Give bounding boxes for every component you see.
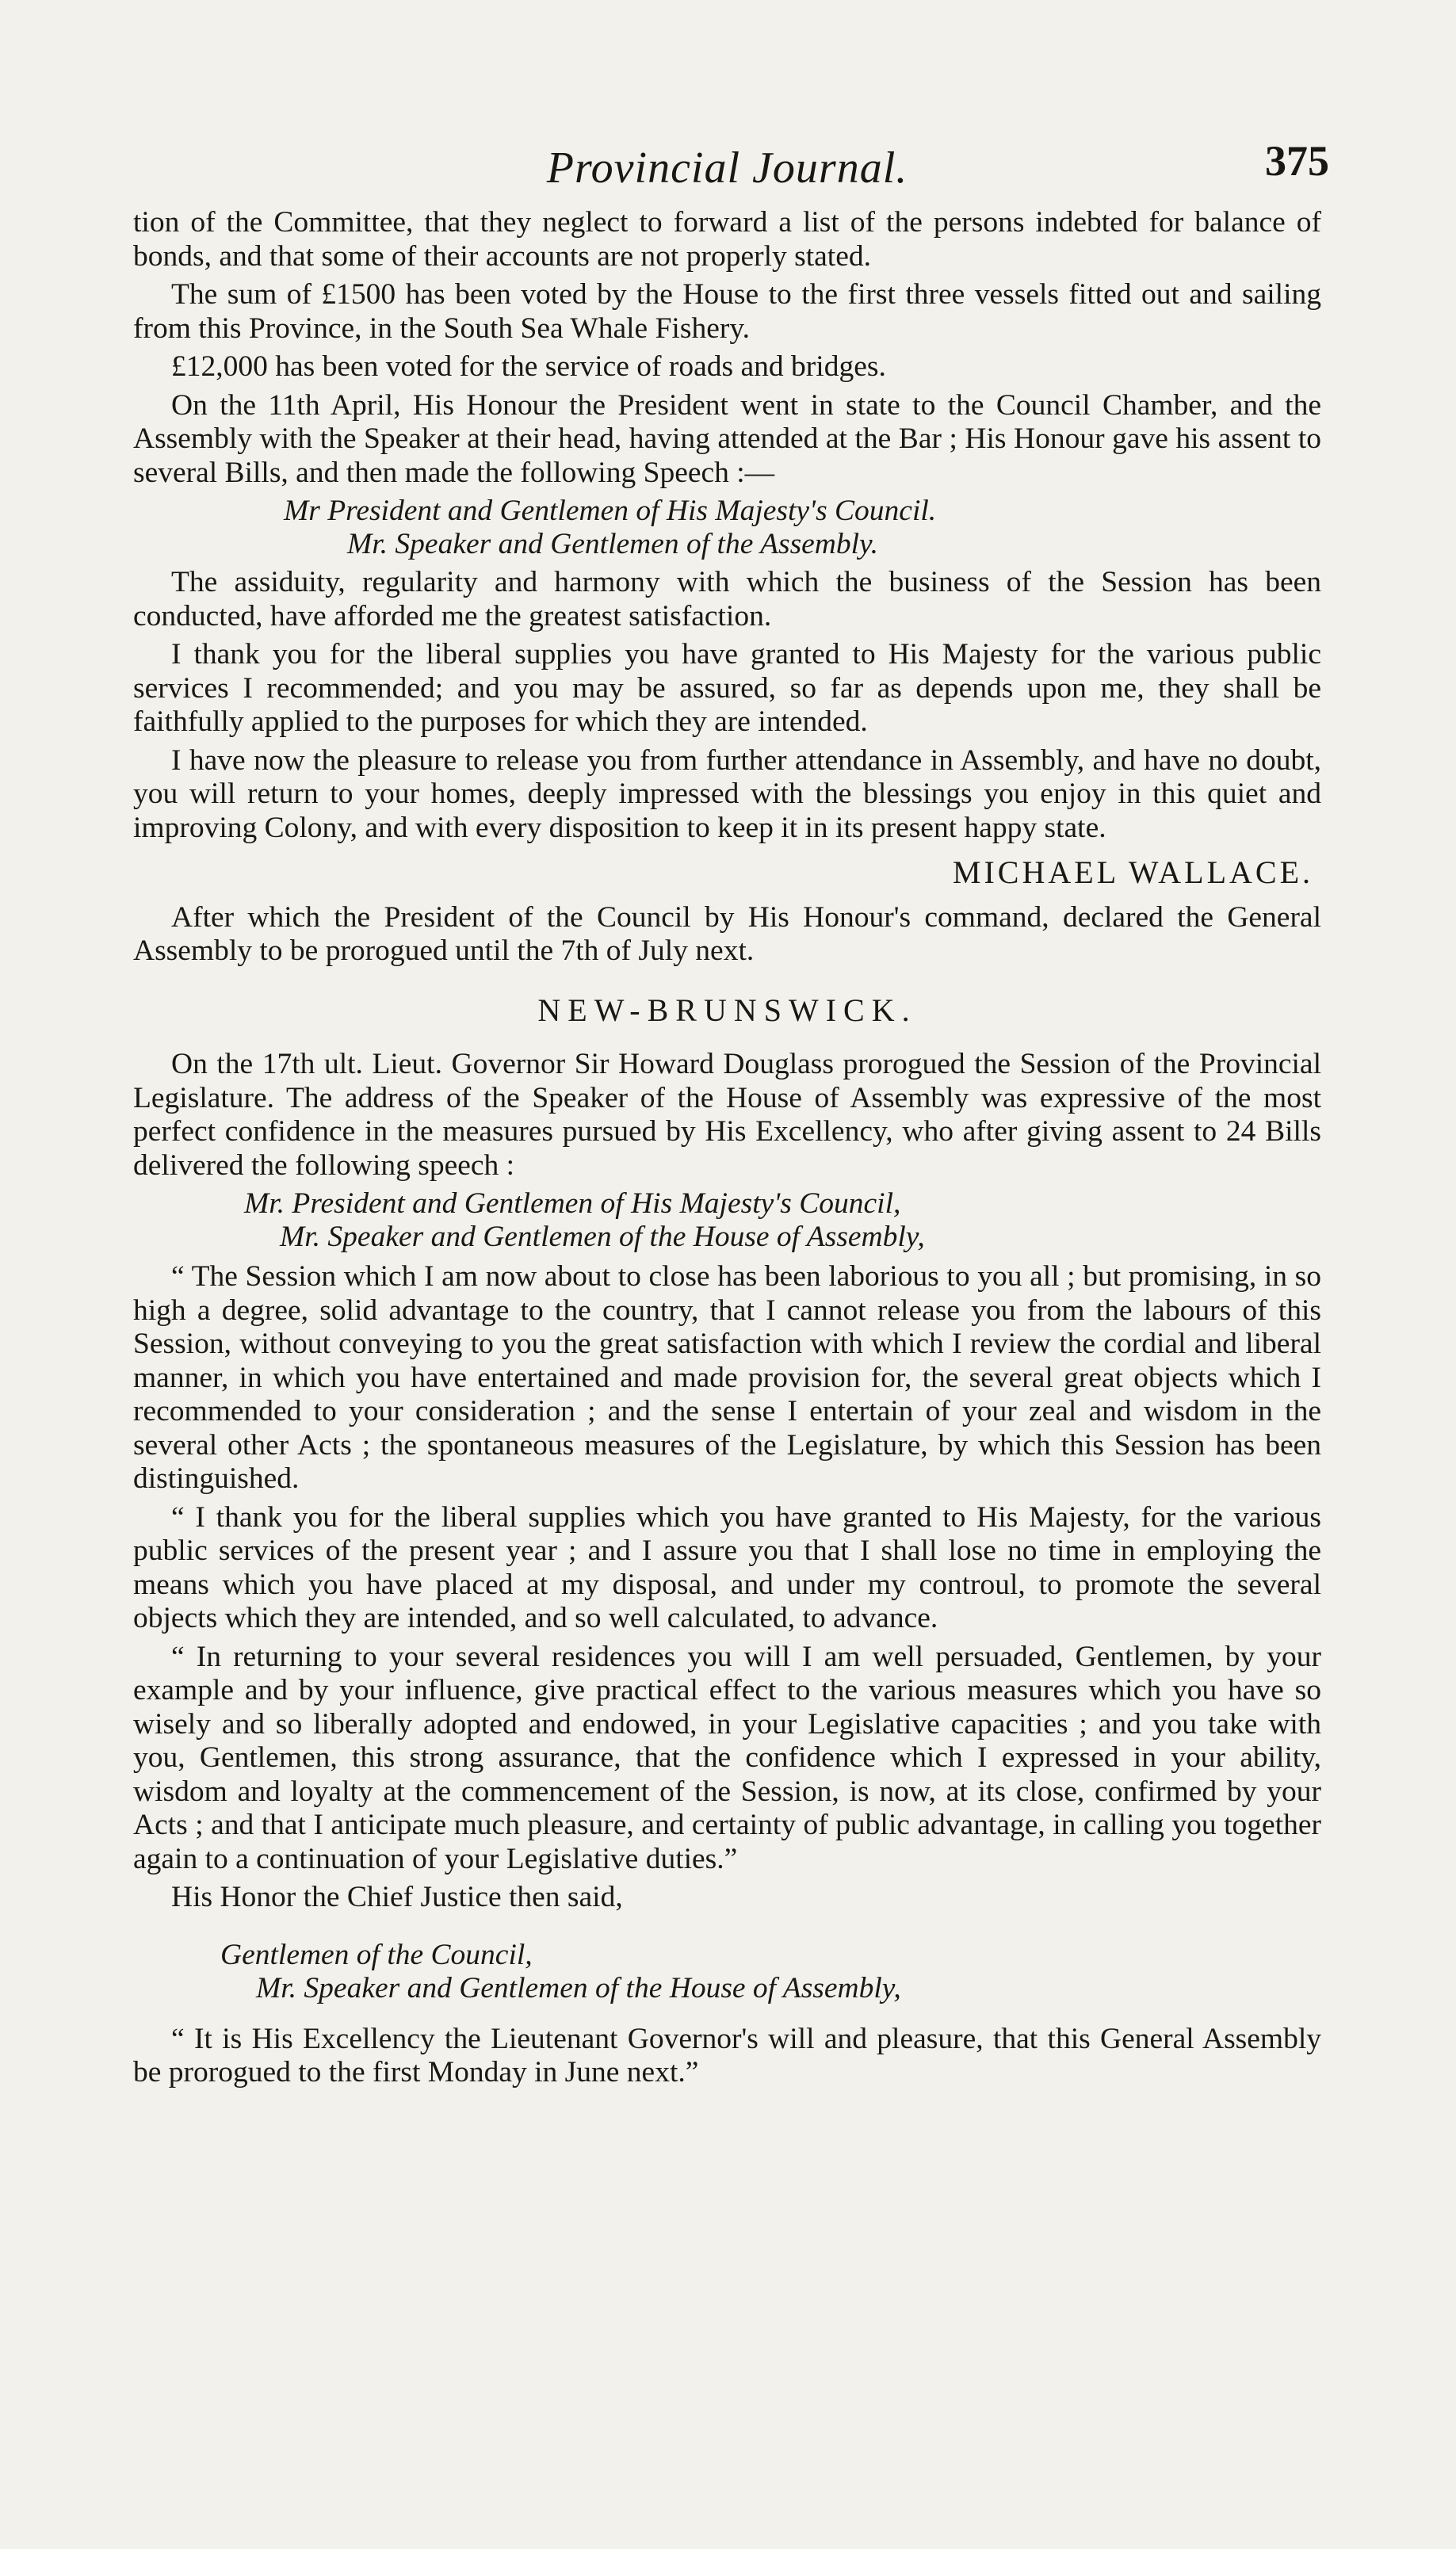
section-heading: NEW-BRUNSWICK. [537,992,917,1028]
page-number: 375 [1265,137,1329,185]
paragraph: “ It is His Excellency the Lieutenant Governor's will and pleasure, that this General Assembly be prorogued to the first Monday in June next.” [133,2022,1321,2088]
paragraph: tion of the Committee, that they neglect to forward a list of the persons indebted for balance of bonds, and that some of their accounts are not properly stated. [133,206,1321,273]
speech-paragraph: “ The Session which I am now about to close has been laborious to you all ; but promising, in so high a degree, solid advantage to the country, that I cannot release you from the labours of this Session, without conveying to you the great satisfaction with which I review the cordial and liberal manner, in which you have entertained and made provision for, the several great objects which I recommended to your consideration ; and the sense I entertain of your zeal and wisdom in the several other Acts ; the spontaneous measures of the Legislature, by which this Session has been distinguished. [133,1260,1321,1495]
salutation-line: Mr. President and Gentlemen of His Majesty's Council, [244,1187,901,1220]
speech-paragraph: “ In returning to your several residences you will I am well persuaded, Gentlemen, by your example and by your influence, give practical effect to the various measures which you have so wisely and so liberally adopted and endowed, in your Legislative capacities ; and you take with you, Gentlemen, this strong assurance, that the confidence which I expressed in your ability, wisdom and loyalty at the commencement of the Session, is now, at its close, confirmed by your Acts ; and that I anticipate much pleasure, and certainty of public advantage, in calling you together again to a continuation of your Legislative duties.” [133,1640,1321,1875]
speech-paragraph: “ I thank you for the liberal supplies which you have granted to His Majesty, for the various public services of the present year ; and I assure you that I shall lose no time in employing the means which you have placed at my disposal, and under my controul, to promote the several objects which they are intended, and so well calculated, to advance. [133,1500,1321,1634]
paragraph: On the 11th April, His Honour the President went in state to the Council Chamber, and the Assembly with the Speaker at their head, having attended at the Bar ; His Honour gave his assent to several Bills, and then made the following Speech :— [133,388,1321,489]
paragraph: The sum of £1500 has been voted by the House to the first three vessels fitted out and sailing from this Province, in the South Sea Whale Fishery. [133,278,1321,345]
paragraph: After which the President of the Council by His Honour's command, declared the General Assembly to be prorogued until the 7th of July next. [133,900,1321,967]
speech-paragraph: I thank you for the liberal supplies you have granted to His Majesty for the various public services I recommended; and you may be assured, so far as depends upon me, they shall be faithfully applied to the purposes for which they are intended. [133,638,1321,738]
salutation-line: Mr. Speaker and Gentlemen of the Assembly. [347,528,879,560]
paragraph: On the 17th ult. Lieut. Governor Sir Howard Douglass prorogued the Session of the Provincial Legislature. The address of the Speaker of the House of Assembly was expressive of the most perfect confidence in the measures pursued by His Excellency, who after giving assent to 24 Bills delivered the following speech : [133,1048,1321,1182]
salutation-line: Mr President and Gentlemen of His Majesty's Council. [284,495,937,527]
running-head [133,119,1329,206]
salutation-line: Mr. Speaker and Gentlemen of the House of Assembly, [280,1221,925,1253]
salutation-line: Gentlemen of the Council, [220,1938,533,1971]
speech-paragraph: The assiduity, regularity and harmony with which the business of the Session has been conducted, have afforded me the greatest satisfaction. [133,566,1321,632]
paragraph: £12,000 has been voted for the service of roads and bridges. [171,350,886,383]
running-title: Provincial Journal. [546,143,908,193]
speech-paragraph: I have now the pleasure to release you from further attendance in Assembly, and have no doubt, you will return to your homes, deeply impressed with the blessings you enjoy in this quiet and improving Colony, and with every disposition to keep it in its present happy state. [133,743,1321,844]
salutation-line: Mr. Speaker and Gentlemen of the House of Assembly, [256,1971,901,2004]
signature: MICHAEL WALLACE. [952,854,1313,890]
article-body [133,206,1321,2090]
paragraph: His Honor the Chief Justice then said, [171,1881,623,1913]
